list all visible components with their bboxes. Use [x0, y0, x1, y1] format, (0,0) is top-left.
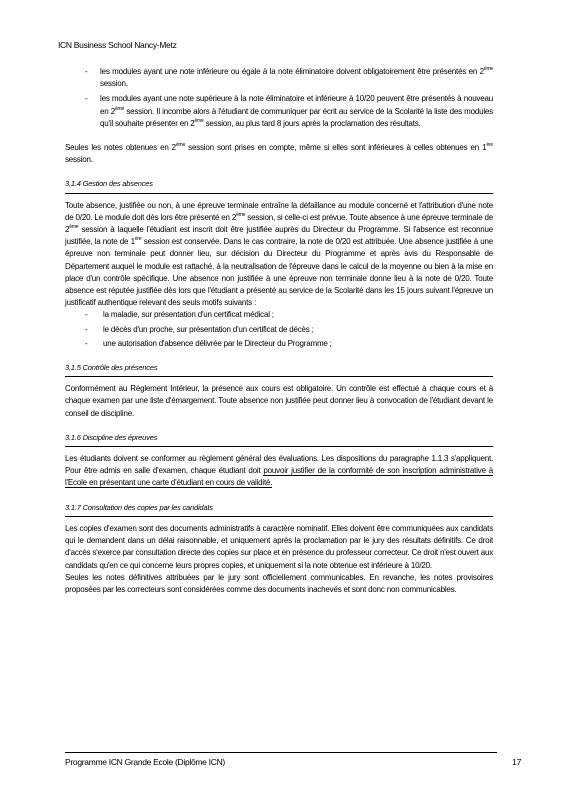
paragraph: Seules les notes définitives attribuées par le jury sont officiellement communicables. En revanche, les notes provisoires proposées par les correcteurs sont considérées comme des documents inachevés et sont donc non communicables.	[65, 572, 493, 594]
section-title: 3.1.7 Consultation des copies par les candidats	[65, 502, 493, 517]
list-item: - une autorisation d'absence délivrée par le Directeur du Programme ;	[85, 338, 493, 350]
list-item: - la maladie, sur présentation d'un certificat médical ;	[85, 309, 493, 321]
document-body	[65, 66, 493, 596]
page-footer: Programme ICN Grande Ecole (Diplôme ICN)	[65, 757, 225, 767]
page-number: 17	[512, 757, 522, 767]
motifs-list	[85, 309, 493, 350]
paragraph: Les étudiants doivent se conformer au règlement général des évaluations. Les dispositions du paragraphe 1.1.3 s'appliquent. Pour être admis en salle d'examen, chaque étudiant doit pouvoir justifier de la conformité de son inscription administrative à l'Ecole en présentant une carte d'étudiant en cours de validité.	[65, 454, 493, 488]
footer-divider	[65, 752, 497, 753]
paragraph: Seules les notes obtenues en 2ème session sont prises en compte, même si elles sont inférieures à celles obtenues en 1ère session.	[65, 142, 493, 165]
section-title: 3.1.5 Contrôle des présences	[65, 362, 493, 377]
list-item: - le décès d'un proche, sur présentation d'un certificat de décès ;	[85, 324, 493, 336]
paragraph: Conformément au Règlement Intérieur, la présence aux cours est obligatoire. Un contrôle est effectué à chaque cours et à chaque examen par une liste d'émargement. Toute absence non justifiée peut donner lieu à convocation de l'étudiant devant le conseil de discipline.	[65, 384, 493, 418]
underlined-text: pouvoir justifier de la conformité de son inscription administrative à l'Ecole en présentant une carte d'étudiant en cours de validité.	[65, 466, 493, 488]
page-header: ICN Business School Nancy-Metz	[58, 40, 177, 50]
paragraph: Toute absence, justifiée ou non, à une épreuve terminale entraîne la défaillance au module concerné et l'attribution d'une note de 0/20. Le module doit dès lors être présenté en 2ème session, si celle-ci est prévue. Toute absence à une épreuve terminale de 2ème session à laquelle l'étudiant est inscrit doit être justifiée auprès du Directeur du Programme. Si l'absence est reconnue justifiée, la note de 1ère session est conservée. Dans le cas contraire, la note de 0/20 est attribuée. Une absence justifiée à une épreuve non terminale peut donner lieu, sur décision du Directeur du Programme et après avis du Responsable de Département auquel le module est rattaché, à la neutralisation de l'épreuve dans le calcul de la moyenne ou bien à la mise en place d'un contrôle spécifique. Une absence non justifiée à une épreuve non terminale donne lieu à la note de 0/20. Toute absence est réputée justifiée dès lors que l'étudiant a présenté au service de la Scolarité dans les 15 jours suivant l'épreuve un justificatif authentique relevant des seuls motifs suivants :	[65, 200, 493, 308]
list-item: - les modules ayant une note supérieure à la note éliminatoire et inférieure à 10/20 peuvent être présentés à nouveau en 2ème session. Il incombe alors à l'étudiant de communiquer par écrit au service de la Scolarité la liste des modules qu'il souhaite présenter en 2ème session, au plus tard 8 jours après la proclamation des résultats.	[85, 93, 493, 130]
intro-list	[85, 66, 493, 130]
paragraph: Les copies d'examen sont des documents administratifs à caractère nominatif. Elles doivent être communiquées aux candidats qui le demandent dans un délai raisonnable, et uniquement après la proclamation par le jury des résultats définitifs. Ce droit d'accès s'exerce par consultation directe des copies sur place et en présence du professeur correcteur. Ce droit n'est ouvert aux candidats qu'en ce qui concerne leurs propres copies, et uniquement si la note obtenue est inférieure à 10/20.	[65, 523, 493, 570]
section-title: 3.1.4 Gestion des absences	[65, 178, 493, 193]
section-title: 3.1.6 Discipline des épreuves	[65, 432, 493, 447]
list-item: - les modules ayant une note inférieure ou égale à la note éliminatoire doivent obligatoirement être présentés en 2ème session.	[85, 66, 493, 90]
